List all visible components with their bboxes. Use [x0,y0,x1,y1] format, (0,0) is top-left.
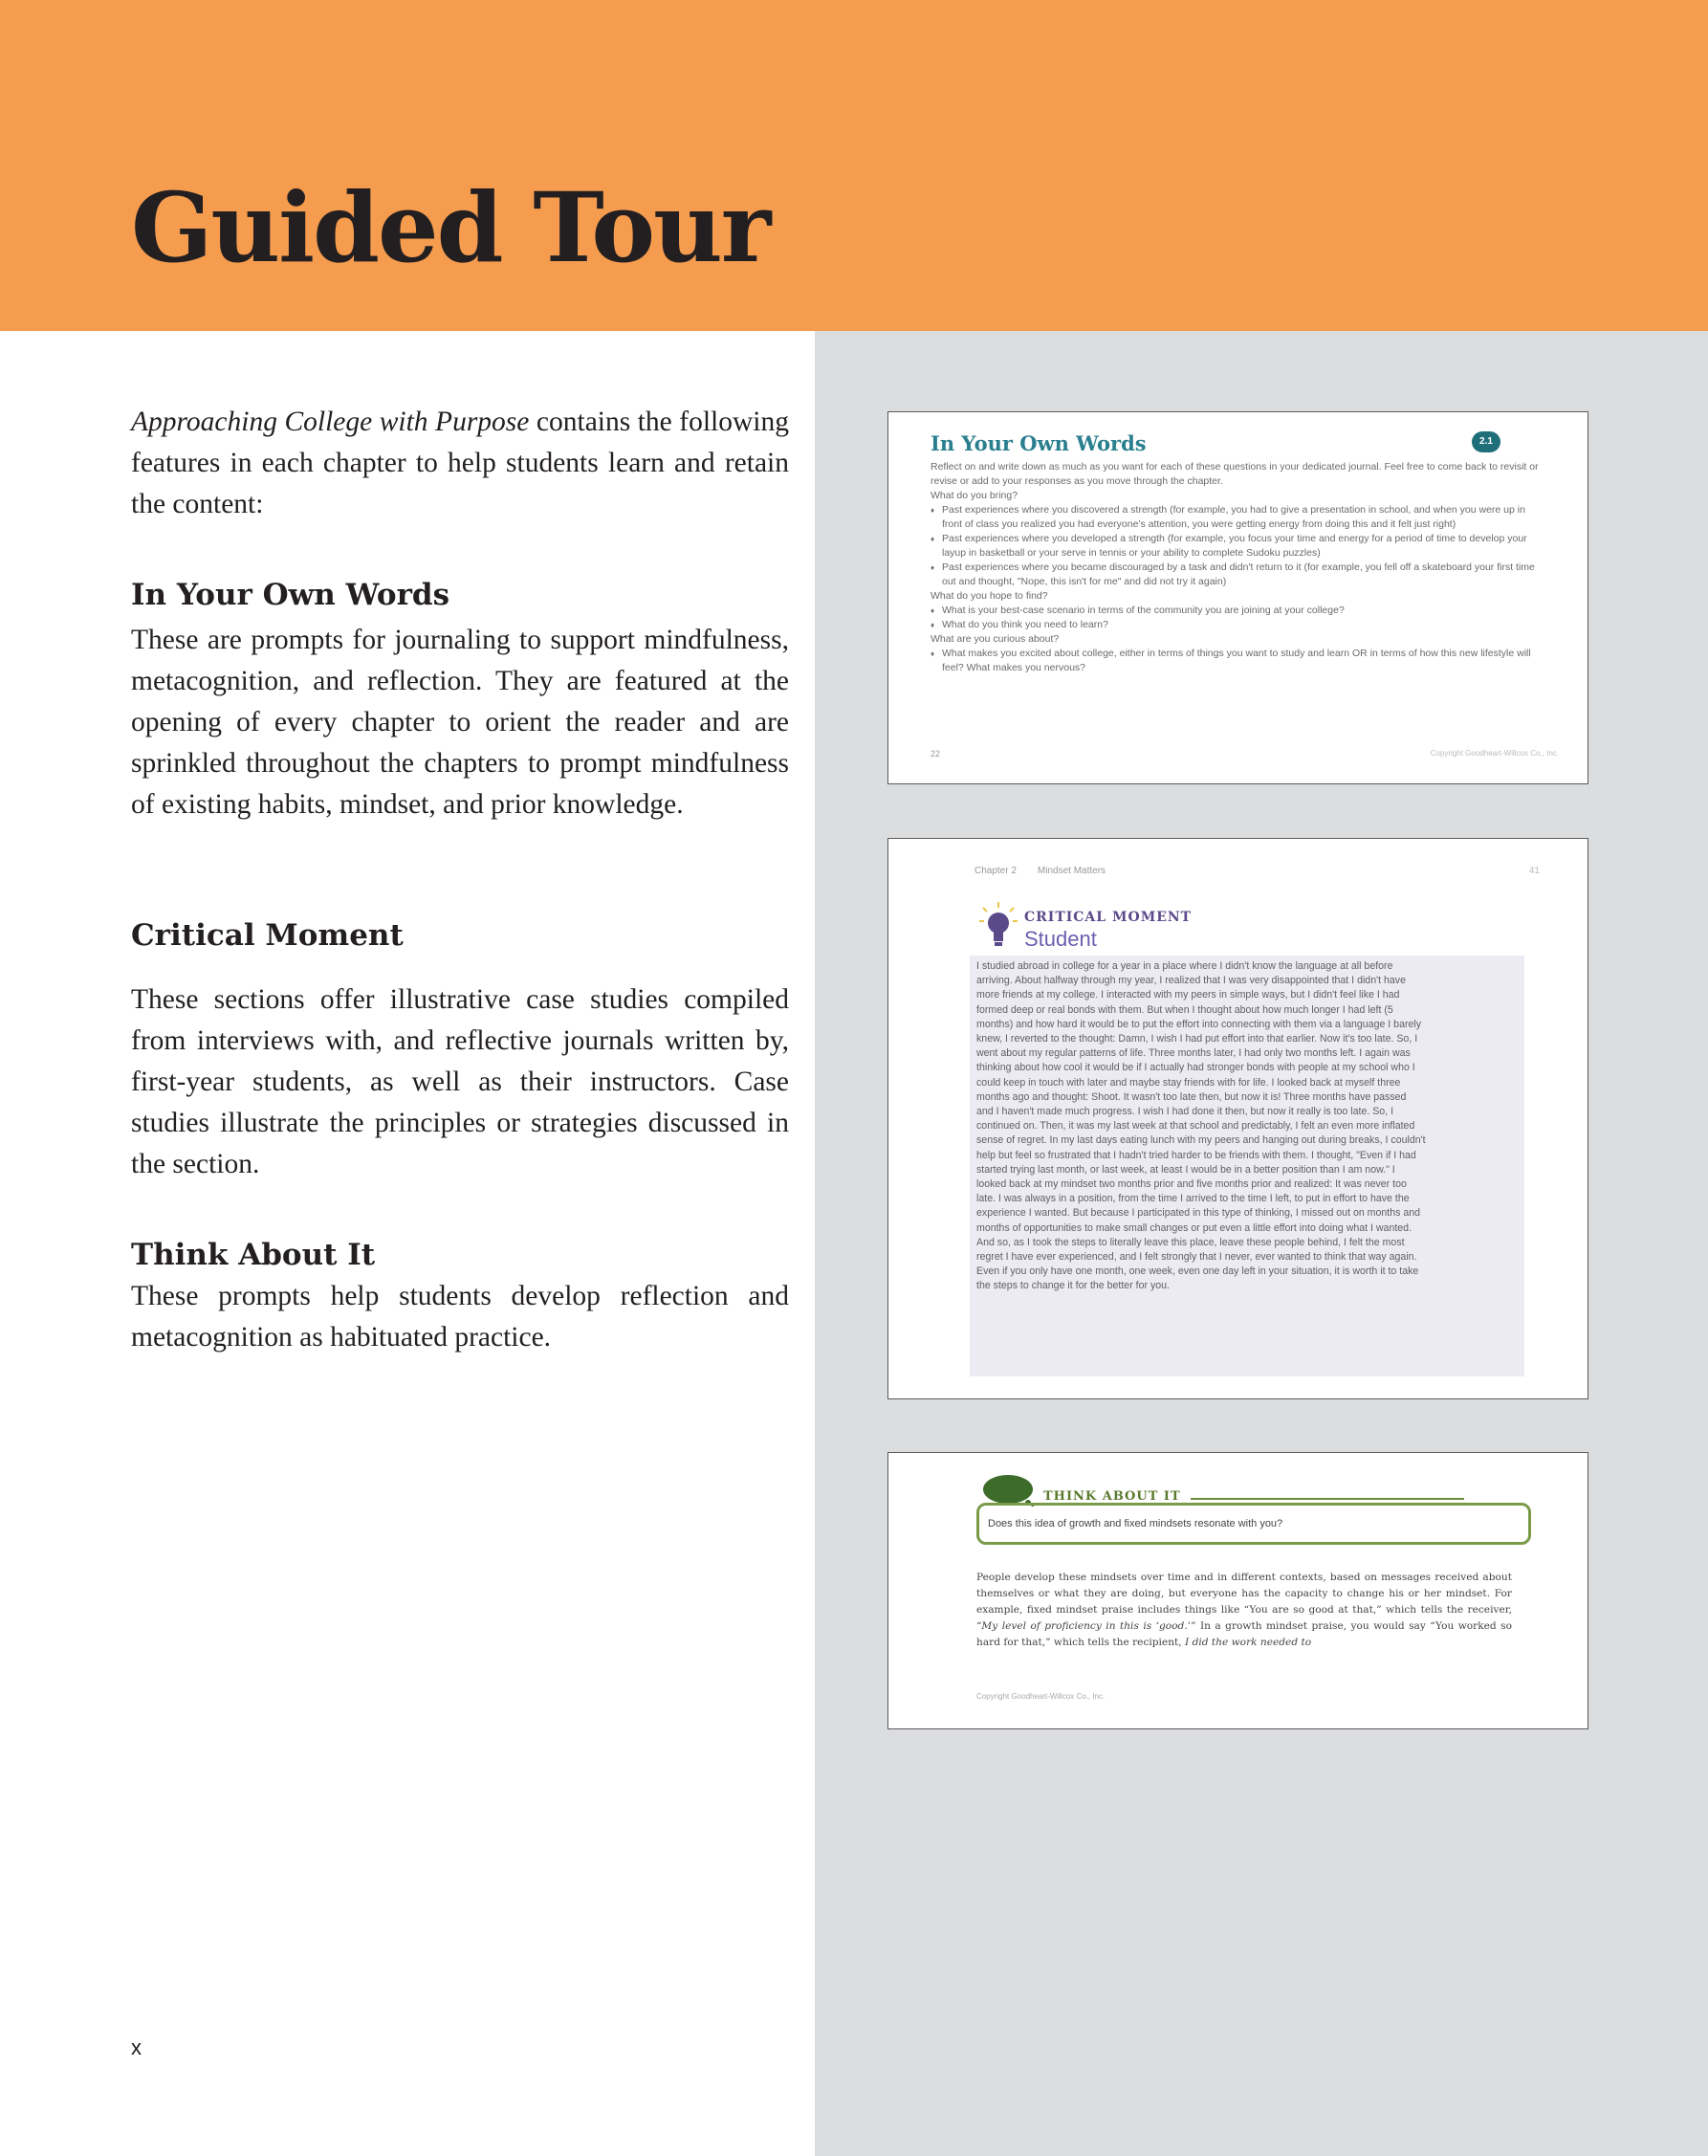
sample-think-about-it [887,1452,1588,1729]
header-banner [0,0,1708,331]
chapter-title: Mindset Matters [1037,866,1106,876]
page-number: x [131,2035,142,2059]
sample-kicker: THINK ABOUT IT [1043,1489,1181,1504]
sample-running-head [974,866,1127,876]
sample-question: What are you curious about? [931,633,1060,645]
list-item: ♦ Past experiences where you developed a strength (for example, you focus your time and energy for a period of time to develop your layup in basketball or your serve in tennis or your ability to complete Sudoku puzzles) [931,532,1543,561]
intro-text: contains the following features in each chapter to help students learn and retain the content: [131,407,789,519]
list-item: ♦ What makes you excited about college, either in terms of things you want to study and learn OR in terms of how this new lifestyle will feel? What makes you nervous? [931,647,1543,675]
sample-title: In Your Own Words [931,431,1147,455]
prompt-question: Does this idea of growth and fixed mindsets resonate with you? [988,1518,1283,1529]
sample-intro: Reflect on and write down as much as you want for each of these questions in your dedicated journal. Feel free to come back to revisit or revise or add to your responses as you move through the chapter. [931,461,1539,487]
sample-body [931,460,1543,675]
sample-copyright: Copyright Goodheart-Willcox Co., Inc. [1430,749,1559,758]
body-text: ” In a growth mindset praise, you would say “You worked so hard for that,” which tells the recipient, [976,1620,1512,1648]
body-text: People develop these mindsets over time and in different contexts, based on messages received about themselves or what they are doing, but everyone has the capacity to change his or her mindset. For example, fixed mindset praise includes things like “You are so good at that,” which tells the receiver, “ [976,1572,1512,1632]
section-body: These sections offer illustrative case studies compiled from interviews with, and reflective journals written by, first-year students, as well as their instructors. Case studies illustrate the principles or strategies discussed in the section. [131,984,789,1179]
chapter-label: Chapter 2 [974,866,1017,876]
sample-in-your-own-words [887,411,1588,784]
body-emphasis: I did the work needed to [1185,1637,1312,1648]
sample-question: What do you bring? [931,490,1018,501]
body-emphasis: My level of proficiency in this is ‘good.’ [981,1620,1192,1632]
sample-title: Student [1024,927,1097,951]
list-item: ♦ What is your best-case scenario in terms of the community you are joining at your college? [931,604,1543,618]
section-heading: Critical Moment [131,918,404,953]
divider [1191,1498,1464,1500]
sample-badge: 2.1 [1472,431,1500,452]
section-body: These are prompts for journaling to support mindfulness, metacognition, and reflection. They are featured at the opening of every chapter to orient the reader and are sprinkled throughout the chapters to prompt mindfulness of existing habits, mindset, and prior knowledge. [131,625,789,820]
list-item: ♦ What do you think you need to learn? [931,618,1543,632]
book-title: Approaching College with Purpose [131,407,530,437]
intro-paragraph [131,402,789,525]
lightbulb-icon [979,902,1018,952]
sample-kicker: CRITICAL MOMENT [1024,910,1193,925]
sample-question: What do you hope to find? [931,590,1048,602]
feature-descriptions [131,402,789,1353]
sample-critical-moment [887,838,1588,1399]
section-body: These prompts help students develop reflection and metacognition as habituated practice. [131,1281,789,1353]
list-item: ♦ Past experiences where you became discouraged by a task and didn't return to it (for example, you fell off a skateboard your first time out and thought, "Nope, this isn't for me" and did not try it again) [931,561,1543,589]
page-title: Guided Tour [131,171,770,284]
section-heading: In Your Own Words [131,578,450,612]
sample-body [976,1570,1512,1651]
sample-copyright: Copyright Goodheart-Willcox Co., Inc. [976,1692,1106,1701]
sample-body: I studied abroad in college for a year in a place where I didn't know the language at all before arriving. About halfway through my year, I realized that I was very disappointed that I didn't have more friends at my college. I interacted with my peers in simple ways, but I didn't feel like I had formed deep or real bonds with them. But when I thought about how much longer I had left (5 months) and how hard it would be to put the effort into connecting with them via a language I barely knew, I reverted to the thought: Damn, I wish I had put effort into that earlier. Now it's too late. So, I went about my regular patterns of life. Three months later, I had only two months left. I again was thinking about how cool it would be if I actually had stronger bonds with people at my school who I could keep in touch with later and maybe stay friends with for life. I looked back at myself three months ago and thought: Shoot. It wasn't too late then, but now it is! Three months have passed and I haven't made much progress. I wish I had done it then, but now it really is too late. So, I continued on. Then, it was my last week at that school and predictably, I felt an even more inflated sense of regret. In my last days eating lunch with my peers and hanging out during breaks, I couldn't help but feel so frustrated that I hadn't tried harder to be friends with them. I thought, "Even if I had started trying last month, or last week, at least I would be in a better position than I am now." I looked back at my mindset two months prior and five months prior and realized: It was never too late. I was always in a position, from the time I arrived to the time I left, to put in effort to have the experience I wanted. But because I participated in this type of thinking, I missed out on months and months of opportunities to make small changes or put even a little effort into doing what I wanted. And so, as I took the steps to literally leave this place, leave these people behind, I felt the most regret I have ever experienced, and I felt strongly that I never, ever wanted to think that way again. Even if you only have one month, one week, even one day left in your situation, it is worth it to take the steps to change it for the better for you. [976,960,1426,1292]
sample-page-number: 41 [1528,866,1540,876]
list-item: ♦ Past experiences where you discovered a strength (for example, you had to give a presentation in school, and when you were up in front of class you realized you had everyone's attention, you were getting energy from doing this and it felt just right) [931,503,1543,532]
thought-cloud-icon [982,1474,1034,1507]
section-heading: Think About It [131,1238,376,1272]
sample-page-number: 22 [931,749,941,759]
